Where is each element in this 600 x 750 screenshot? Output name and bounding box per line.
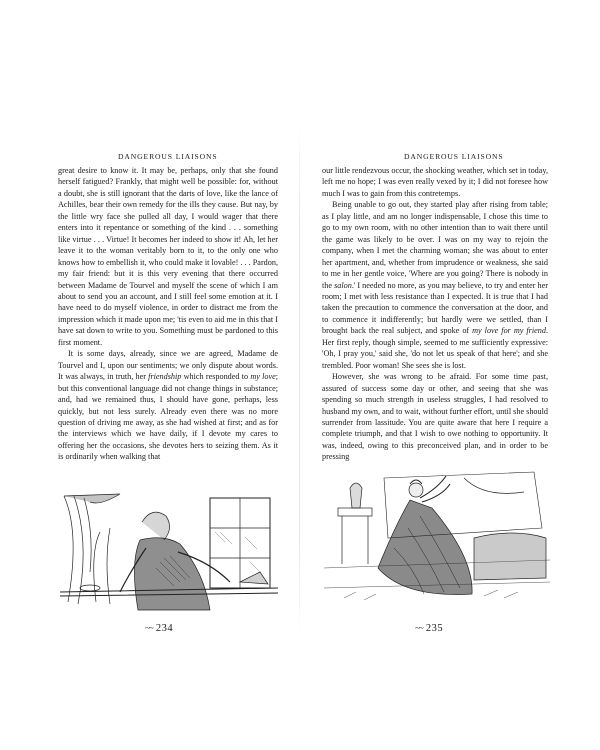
text-run: Being unable to go out, they started play after rising from table; as I play little, and am no longer indispensable, I chose this time to go to my own room, with no other intention than to wait there until the game was likely to be over. I was on my way to rejoin the company, when I met the charming woman; she was about to enter her apartment, and, whether from imprudence or weakness, she said to me in her gentle voice, 'Where are you going? There is nobody in the [322, 200, 548, 290]
gentleman-at-table-drawing [60, 492, 278, 612]
right-folio [415, 623, 443, 634]
right-page [300, 0, 600, 750]
text-run: . Her first reply, though simple, seemed to me sufficiently expressive: 'Oh, I pray you,' said she, 'do not let us speak of that here'; and she trembled. Poor woman! She sees she is lost. [322, 326, 549, 370]
paragraph [322, 199, 548, 371]
paragraph [58, 165, 278, 348]
right-folio-ornament: ~~ [415, 623, 423, 633]
text-run: great desire to know it. It may be, perhaps, only that she found herself fatigued? Frankly, that might well be possible: for, without a doubt, she is still ignorant that the darts of love, like the lance of Achilles, bear their own remedy for the ills they cause. But nay, by the little wry face she pulled all day, I would wager that there enters into it repentance or something of the kind . . . something like virtue . . . Virtue! It becomes her indeed to show it! Ah, let her leave it to the woman veritably born to it, to the only one who knows how to embellish it, who could make it lovable! . . . Pardon, my fair friend: but it is this very evening that there occurred between Madame de Tourvel and myself the scene of which I am about to send you an account, and I still feel some emotion at it. I have need to do myself violence, in order to distract me from the impression which it made upon me; 'tis even to aid me in this that I have sat down to write to you. Something must be pardoned to this first moment. [58, 166, 278, 347]
italic-text: friendship [148, 372, 182, 382]
paragraph [322, 371, 548, 463]
lady-kneeling-drawing [324, 468, 550, 614]
italic-text: salon [334, 280, 352, 290]
text-run: It is some days, already, since we are agreed, Madame de Tourvel and I, upon our sentiments; we only dispute about words. It was always, in truth, her [58, 349, 278, 382]
right-page-number: 235 [425, 623, 444, 634]
paragraph [322, 165, 548, 199]
italic-text: my love [250, 372, 276, 382]
text-run: However, she was wrong to be afraid. For some time past, assured of success some day or other, and seeing that she was spending so much strength in useless struggles, I had resolved to husband my own, and to wait, without further effort, until she should surrender from lassitude. You are quite aware that here I require a complete triumph, and that I wish to owe nothing to opportunity. It was, indeed, owing to this preconceived plan, and in order to be pressing [322, 372, 548, 462]
paragraph [58, 348, 278, 463]
text-run: .' I needed no more, as you may believe, to try and enter her room; I met with less resistance than I expected. It is true that I had taken the precaution to commence the conversation at the door, and to commence it indifferently; but hardly were we settled, than I brought back the real subject, and spoke of [322, 280, 548, 336]
right-body-text [322, 165, 548, 463]
left-illustration [60, 492, 278, 612]
text-run: our little rendezvous occur, the shocking weather, which set in today, left me no hope; I was even really vexed by it; I did not foresee how much I was to gain from this contretemps. [322, 166, 548, 198]
left-running-head: DANGEROUS LIAISONS [118, 152, 218, 161]
left-page-number: 234 [155, 623, 174, 634]
italic-text: my love for my friend [472, 326, 546, 336]
text-run: ; but this conventional language did not change things in substance; and, had we remained thus, I should have gone, perhaps, less quickly, but not less surely. Already even there was no more question of driving me away, as she had wished at first; and as for the interviews which we have daily, if I devote my cares to offering her the occasions, she devotes hers to seizing them. As it is ordinarily when walking that [58, 372, 278, 462]
left-folio-ornament: ~~ [145, 623, 153, 633]
right-illustration [324, 468, 550, 614]
text-run: which responded to [181, 372, 251, 382]
right-running-head: DANGEROUS LIAISONS [404, 152, 504, 161]
left-folio [145, 623, 173, 634]
left-body-text [58, 165, 278, 463]
